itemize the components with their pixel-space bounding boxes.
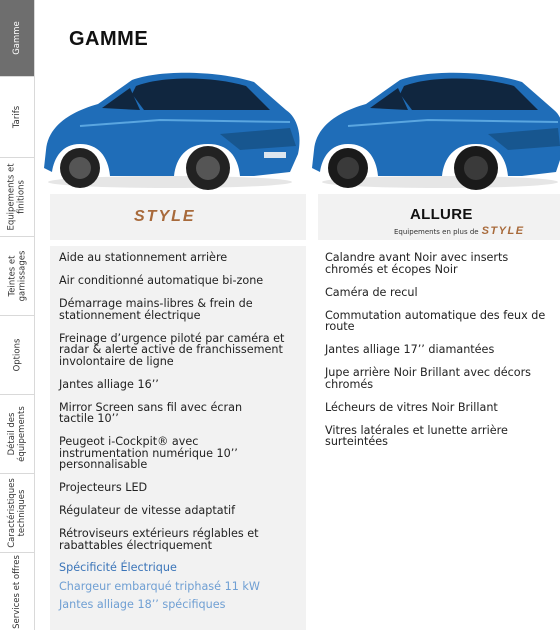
list-item: Mirror Screen sans fil avec écran tactile 10’’ [59, 400, 243, 425]
side-nav [0, 0, 35, 630]
tab-label: Gamme [12, 21, 22, 55]
tab-gamme[interactable] [0, 0, 34, 77]
list-item: Calandre avant Noir avec inserts chromés et écopes Noir [325, 251, 509, 276]
allure-equipment-list [318, 246, 560, 448]
list-item: Jupe arrière Noir Brillant avec décors chromés [325, 366, 532, 391]
tab-label: Tarifs [12, 105, 22, 129]
tab-label: Services et offres [12, 554, 22, 629]
allure-equipment-column [318, 246, 560, 446]
list-item: Peugeot i-Cockpit® avec instrumentation numérique 10’’ personnalisable [59, 435, 238, 471]
list-item: Lécheurs de vitres Noir Brillant [325, 400, 498, 414]
list-item: Caméra de recul [325, 285, 418, 299]
page-title: GAMME [69, 28, 149, 50]
list-item: Vitres latérales et lunette arrière surteintées [325, 423, 508, 448]
electric-specific-heading: Spécificité Électrique [59, 561, 177, 574]
style-logo: STYLE [134, 208, 196, 225]
list-item: Aide au stationnement arrière [59, 251, 228, 264]
tab-label: Détail des équipements [7, 406, 28, 462]
tab-label: Caractéristiques techniques [7, 478, 28, 548]
allure-subtitle [394, 225, 525, 237]
tab-label: Teintes et garnissages [7, 250, 28, 302]
list-item: Air conditionné automatique bi-zone [59, 274, 264, 287]
tab-label: Equipements et finitions [7, 163, 27, 231]
tab-tarifs[interactable] [0, 77, 34, 158]
tab-services[interactable] [0, 553, 34, 630]
style-logo-small: STYLE [481, 225, 525, 237]
car-image-allure [310, 64, 560, 192]
list-item: Projecteurs LED [59, 481, 148, 494]
tab-teintes[interactable] [0, 237, 34, 316]
list-item: Freinage d’urgence piloté par caméra et radar & alerte active de franchissement involontaire de ligne [59, 331, 285, 368]
allure-header [318, 194, 560, 240]
list-item: Commutation automatique des feux de route [325, 308, 546, 333]
electric-specific-item: Chargeur embarqué triphasé 11 kW [59, 580, 260, 593]
tab-detail[interactable] [0, 395, 34, 474]
tab-caracteristiques[interactable] [0, 474, 34, 553]
tab-options[interactable] [0, 316, 34, 395]
electric-specific-item: Jantes alliage 18’’ spécifiques [59, 598, 226, 611]
style-header [50, 194, 306, 240]
list-item: Rétroviseurs extérieurs réglables et rabattables électriquement [59, 527, 259, 552]
tab-equipements[interactable] [0, 158, 34, 237]
style-equipment-list [50, 246, 306, 551]
list-item: Jantes alliage 17’’ diamantées [325, 343, 495, 356]
allure-subtitle-text: Equipements en plus de [394, 228, 479, 236]
allure-title: ALLURE [410, 206, 473, 223]
list-item: Jantes alliage 16’’ [59, 377, 159, 391]
car-image-style [40, 64, 302, 192]
list-item: Démarrage mains-libres & frein de stationnement électrique [59, 297, 253, 322]
list-item: Régulateur de vitesse adaptatif [59, 504, 236, 517]
tab-label: Options [11, 338, 22, 372]
